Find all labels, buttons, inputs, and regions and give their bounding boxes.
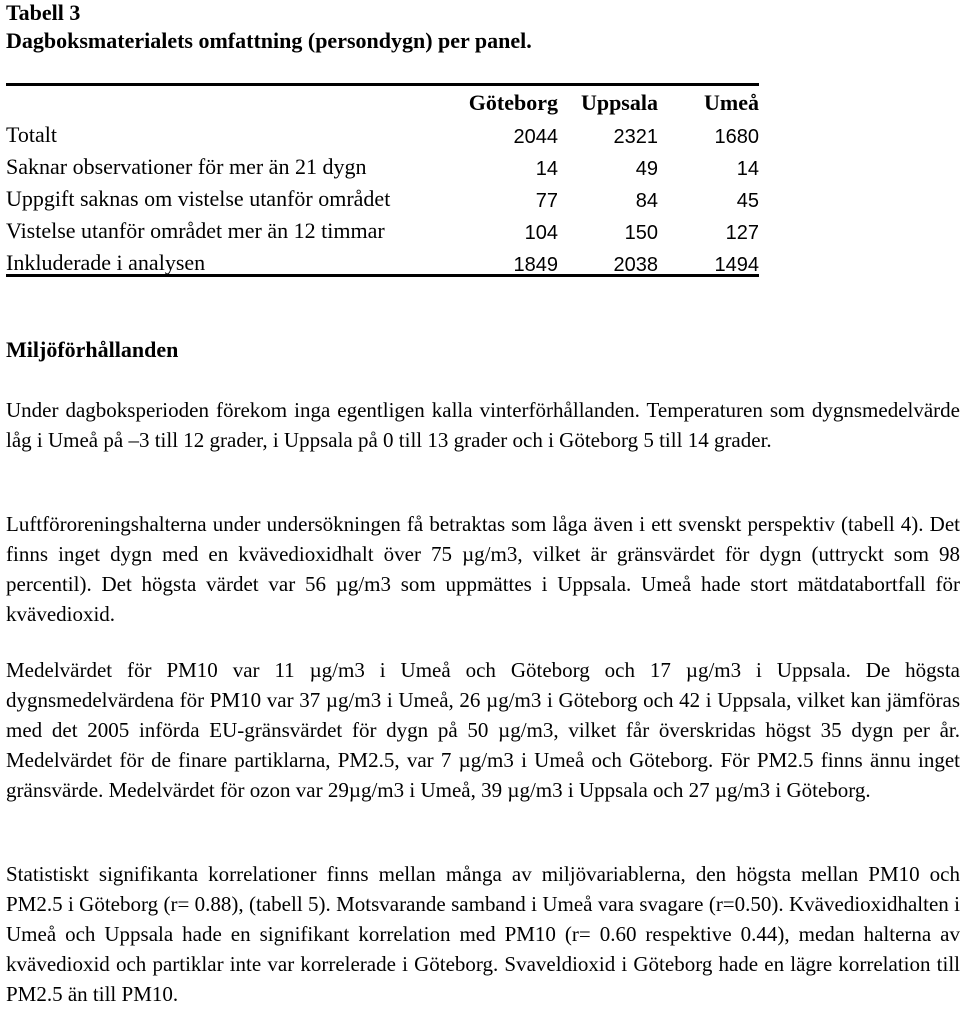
data-table	[6, 84, 759, 276]
cell-umea: 14	[736, 158, 759, 180]
paragraph-air-pollution: Luftföroreningshalterna under undersökningen få betraktas som låga även i ett svenskt perspektiv (tabell 4). Det finns inget dygn med en kvävedioxidhalt över 75 µg/m3, vilket är gränsvärdet för dygn (uttryckt som 98 percentil). Det högsta värdet var 56 µg/m3 som uppmättes i Uppsala. Umeå hade stort mätdatabortfall för kvävedioxid.	[6, 512, 960, 626]
cell-uppsala: 150	[624, 222, 658, 244]
cell-uppsala: 84	[635, 190, 658, 212]
cell-goteborg: 1849	[513, 254, 558, 276]
table-row	[6, 148, 759, 180]
paragraph-particles: Medelvärdet för PM10 var 11 µg/m3 i Umeå och Göteborg och 17 µg/m3 i Uppsala. De högsta dygnsmedelvärdena för PM10 var 37 µg/m3 i Umeå, 26 µg/m3 i Göteborg och 42 i Uppsala, vilket kan jämföras med det 2005 införda EU-gränsvärdet för dygn på 50 µg/m3, vilket får överskridas högst 35 dygn per år. Medelvärdet för de finare partiklarna, PM2.5, var 7 µg/m3 i Umeå och Göteborg. För PM2.5 finns ännu inget gränsvärde. Medelvärdet för ozon var 29µg/m3 i Umeå, 39 µg/m3 i Uppsala och 27 µg/m3 i Göteborg.	[6, 658, 960, 802]
cell-uppsala: 2038	[613, 254, 658, 276]
cell-umea: 1494	[714, 254, 759, 276]
paragraph-temperature: Under dagboksperioden förekom inga egentligen kalla vinterförhållanden. Temperaturen som dygnsmedelvärde låg i Umeå på –3 till 12 grader, i Uppsala på 0 till 13 grader och i Göteborg 5 till 14 grader.	[6, 398, 960, 452]
table-row	[6, 244, 759, 276]
cell-umea: 1680	[714, 126, 759, 148]
column-header-goteborg: Göteborg	[468, 90, 558, 115]
table-row	[6, 116, 759, 148]
cell-uppsala: 49	[635, 158, 658, 180]
cell-goteborg: 2044	[513, 126, 558, 148]
table-row	[6, 180, 759, 212]
row-label: Uppgift saknas om vistelse utanför området	[6, 186, 391, 211]
cell-goteborg: 14	[535, 158, 558, 180]
row-label: Totalt	[6, 122, 58, 147]
section-heading: Miljöförhållanden	[6, 337, 179, 362]
column-header-uppsala: Uppsala	[580, 90, 658, 115]
table-row	[6, 212, 759, 244]
table-title: Tabell 3	[6, 0, 81, 25]
table-bottom-rule	[6, 274, 759, 277]
column-header-umea: Umeå	[704, 90, 759, 115]
table-header-row	[6, 84, 759, 116]
cell-umea: 45	[736, 190, 759, 212]
row-label: Vistelse utanför området mer än 12 timmar	[6, 218, 385, 243]
table-subtitle: Dagboksmaterialets omfattning (persondygn) per panel.	[6, 28, 532, 53]
cell-goteborg: 77	[535, 190, 558, 212]
paragraph-correlations: Statistiskt signifikanta korrelationer finns mellan många av miljövariablerna, den högsta mellan PM10 och PM2.5 i Göteborg (r= 0.88), (tabell 5). Motsvarande samband i Umeå vara svagare (r=0.50). Kvävedioxidhalten i Umeå och Uppsala hade en signifikant korrelation med PM10 (r= 0.60 respektive 0.44), medan halterna av kvävedioxid och partiklar inte var korrelerade i Göteborg. Svaveldioxid i Göteborg hade en lägre korrelation till PM2.5 än till PM10.	[6, 862, 960, 1006]
cell-uppsala: 2321	[613, 126, 658, 148]
row-label: Inkluderade i analysen	[6, 250, 206, 275]
row-label: Saknar observationer för mer än 21 dygn	[6, 154, 367, 179]
cell-goteborg: 104	[524, 222, 558, 244]
cell-umea: 127	[725, 222, 759, 244]
